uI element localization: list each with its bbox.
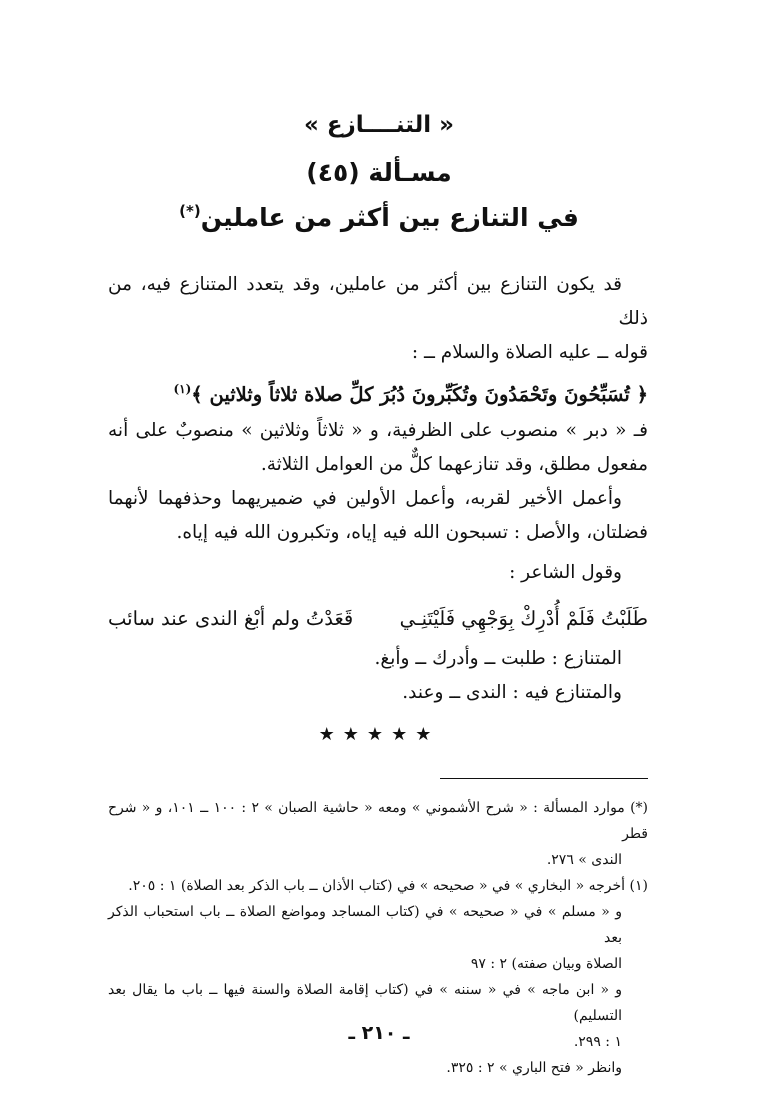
paragraph-dubur: فـ « دبر » منصوب على الظرفية، و « ثلاثاً وثلاثين » منصوبٌ على أنه مفعول مطلق، وقد تنازعهما كلٌّ من العوامل الثلاثة. [108,420,648,475]
title-footnote-mark: (*) [179,202,201,220]
issue-heading: مسـألة (٤٥) [306,158,452,187]
issue-title [0,202,758,232]
poet-label: وقول الشاعر : [509,562,622,583]
paragraph-amal: وأعمل الأخير لقربه، وأعمل الأولين في ضميريهما وحذفهما لأنهما فضلتان، والأصل : تسبحون الله فيه إياه، وتكبرون الله فيه إياه. [108,488,648,543]
intro-line-1: قد يكون التنازع بين أكثر من عاملين، وقد يتعدد المتنازع فيه، من ذلك [108,274,648,329]
page-number: ـ ٢١٠ ـ [348,1022,410,1044]
section-divider-stars: ★★★★★ [318,724,440,745]
conflicted-in-words: والمتنازع فيه : الندى ــ وعند. [402,682,622,703]
hadith-text: ﴿ تُسَبِّحُونَ وتَحْمَدُونَ وتُكَبِّرونَ دُبُرَ كلِّ صلاة ثلاثاً وثلاثين ﴾ [191,383,648,406]
footnote-1-line-6: وانظر « فتح الباري » ٢ : ٣٢٥. [446,1060,622,1076]
chapter-heading: « التنــــازع » [303,112,455,138]
verse-first-hemistich: طَلَبْتُ فَلَمْ أُدْرِكْ بِوَجْهِي فَلَيْتَنِـي [399,607,648,630]
main-text [108,268,648,710]
footnote-1-line-2: و « مسلم » في « صحيحه » في (كتاب المساجد ومواضع الصلاة ــ باب استحباب الذكر بعد [108,904,622,946]
hadith-quote [108,372,648,412]
poem-verse [108,602,648,636]
hadith-footnote-ref: (١) [173,382,192,396]
footnote-1-line-1: (١) أخرجه « البخاري » في « صحيحه » في (كتاب الأذان ــ باب الذكر بعد الصلاة) ١ : ٢٠٥. [128,878,648,894]
conflicting-words: المتنازع : طلبت ــ وأدرك ــ وأبغ. [374,648,622,669]
footnote-1-line-3: الصلاة وبيان صفته) ٢ : ٩٧ [470,956,622,972]
footnote-star-line-2: الندى » ٢٧٦. [546,852,622,868]
intro-line-2: قوله ــ عليه الصلاة والسلام ــ : [411,342,648,363]
footnote-1-line-5: ١ : ٢٩٩. [573,1034,622,1050]
issue-title-text: في التنازع بين أكثر من عاملين [200,203,579,232]
footnote-1-line-4: و « ابن ماجه » في « سننه » في (كتاب إقامة الصلاة والسنة فيها ــ باب ما يقال بعد التسليم) [108,982,622,1024]
footnote-separator [440,778,648,779]
footnote-star-line-1: (*) موارد المسألة : « شرح الأشموني » ومعه « حاشية الصبان » ٢ : ١٠٠ ــ ١٠١، و « شرح قطر [108,800,649,842]
verse-second-hemistich: قَعَدْتُ ولم أبْغ الندى عند سائب [108,607,354,630]
